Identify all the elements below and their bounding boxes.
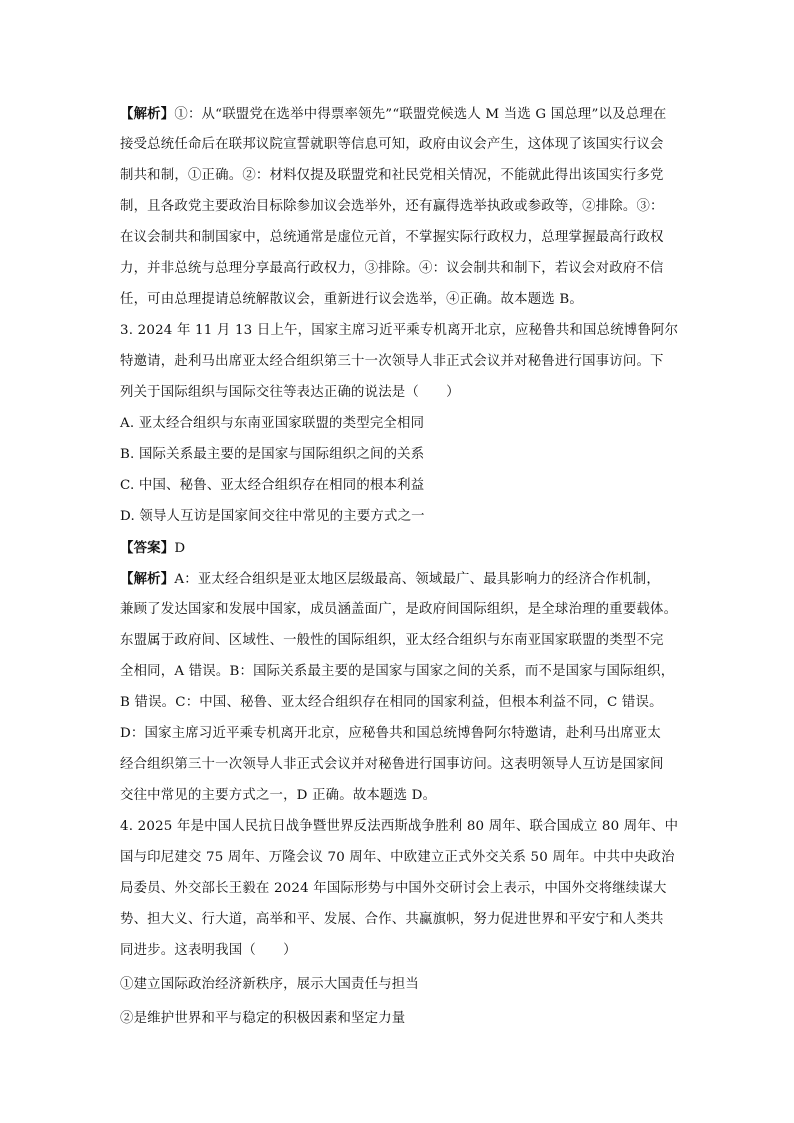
q4-stem-line: 4. 2025 年是中国人民抗日战争暨世界反法西斯战争胜利 80 周年、联合国成立 80 周年、中 [120,819,679,834]
analysis-line: 制，且各政党主要政治目标除参加议会选举外，还有赢得选举执政或参政等，②排除。③： [120,199,664,214]
q3-analysis-line: D：国家主席习近平乘专机离开北京，应秘鲁共和国总统博鲁阿尔特邀请，赴利马出席亚太 [120,726,661,741]
q4-item-1: ①建立国际政治经济新秩序，展示大国责任与担当 [120,977,419,992]
q3-stem-line: 特邀请，赴利马出席亚太经合组织第三十一次领导人非正式会议并对秘鲁进行国事访问。下 [120,354,664,369]
q4-item-2: ②是维护世界和平与稳定的积极因素和坚定力量 [120,1011,406,1026]
q4-stem-line: 国与印尼建交 75 周年、万隆会议 70 周年、中欧建立正式外交关系 50 周年。中共中央政治 [120,850,675,865]
q3-analysis-line: 东盟属于政府间、区域性、一般性的国际组织，亚太经合组织与东南亚国家联盟的类型不完 [120,633,664,648]
analysis-line: 在议会制共和制国家中，总统通常是虚位元首，不掌握实际行政权力，总理掌握最高行政权 [120,230,664,245]
q3-analysis-line: 兼顾了发达国家和发展中国家，成员涵盖面广，是政府间国际组织，是全球治理的重要载体。 [120,602,678,617]
q3-option-b: B. 国际关系最主要的是国家与国际组织之间的关系 [120,447,425,462]
q3-stem-line: 3. 2024 年 11 月 13 日上午，国家主席习近平乘专机离开北京，应秘鲁共和国总统博鲁阿尔 [120,323,679,338]
q3-answer: 【答案】D [120,540,186,556]
q3-analysis-line: B 错误。C：中国、秘鲁、亚太经合组织存在相同的国家利益，但根本利益不同，C 错误。 [120,695,663,710]
section-marker: 【答案】 [120,540,175,556]
q4-stem-line: 同进步。这表明我国（ ） [120,943,297,958]
section-marker: 【解析】 [120,106,175,122]
q4-stem-line: 势、担大义、行大道，高举和平、发展、合作、共赢旗帜，努力促进世界和平安宁和人类共 [120,912,664,927]
analysis-line: 力，并非总统与总理分享最高行政权力，③排除。④：议会制共和制下，若议会对政府不信 [120,261,664,276]
q3-stem-line: 列关于国际组织与国际交往等表达正确的说法是（ ） [120,385,460,400]
q3-analysis-line: 交往中常见的主要方式之一，D 正确。故本题选 D。 [120,788,437,803]
q3-option-c: C. 中国、秘鲁、亚太经合组织存在相同的根本利益 [120,478,425,493]
q3-option-d: D. 领导人互访是国家间交往中常见的主要方式之一 [120,509,425,524]
q3-analysis-line: 全相同，A 错误。B：国际关系最主要的是国家与国家之间的关系，而不是国家与国际组织， [120,664,675,679]
q3-analysis-line: 经合组织第三十一次领导人非正式会议并对秘鲁进行国事访问。这表明领导人互访是国家间 [120,757,664,772]
q3-option-a: A. 亚太经合组织与东南亚国家联盟的类型完全相同 [120,416,425,431]
analysis-line: 接受总统任命后在联邦议院宣誓就职等信息可知，政府由议会产生，这体现了该国实行议会 [120,137,664,152]
analysis-line: 制共和制，①正确。②：材料仅提及联盟党和社民党相关情况，不能就此得出该国实行多党 [120,168,664,183]
q4-stem-line: 局委员、外交部长王毅在 2024 年国际形势与中国外交研讨会上表示，中国外交将继续谋大 [120,881,667,896]
q3-analysis-line: 【解析】A：亚太经合组织是亚太地区层级最高、领域最广、最具影响力的经济合作机制， [120,571,660,587]
analysis-line: 任，可由总理提请总统解散议会，重新进行议会选举，④正确。故本题选 B。 [120,292,583,307]
section-marker: 【解析】 [120,571,175,587]
analysis-line: 【解析】①：从“联盟党在选举中得票率领先”“联盟党候选人 M 当选 G 国总理”以及总理在 [120,106,667,122]
